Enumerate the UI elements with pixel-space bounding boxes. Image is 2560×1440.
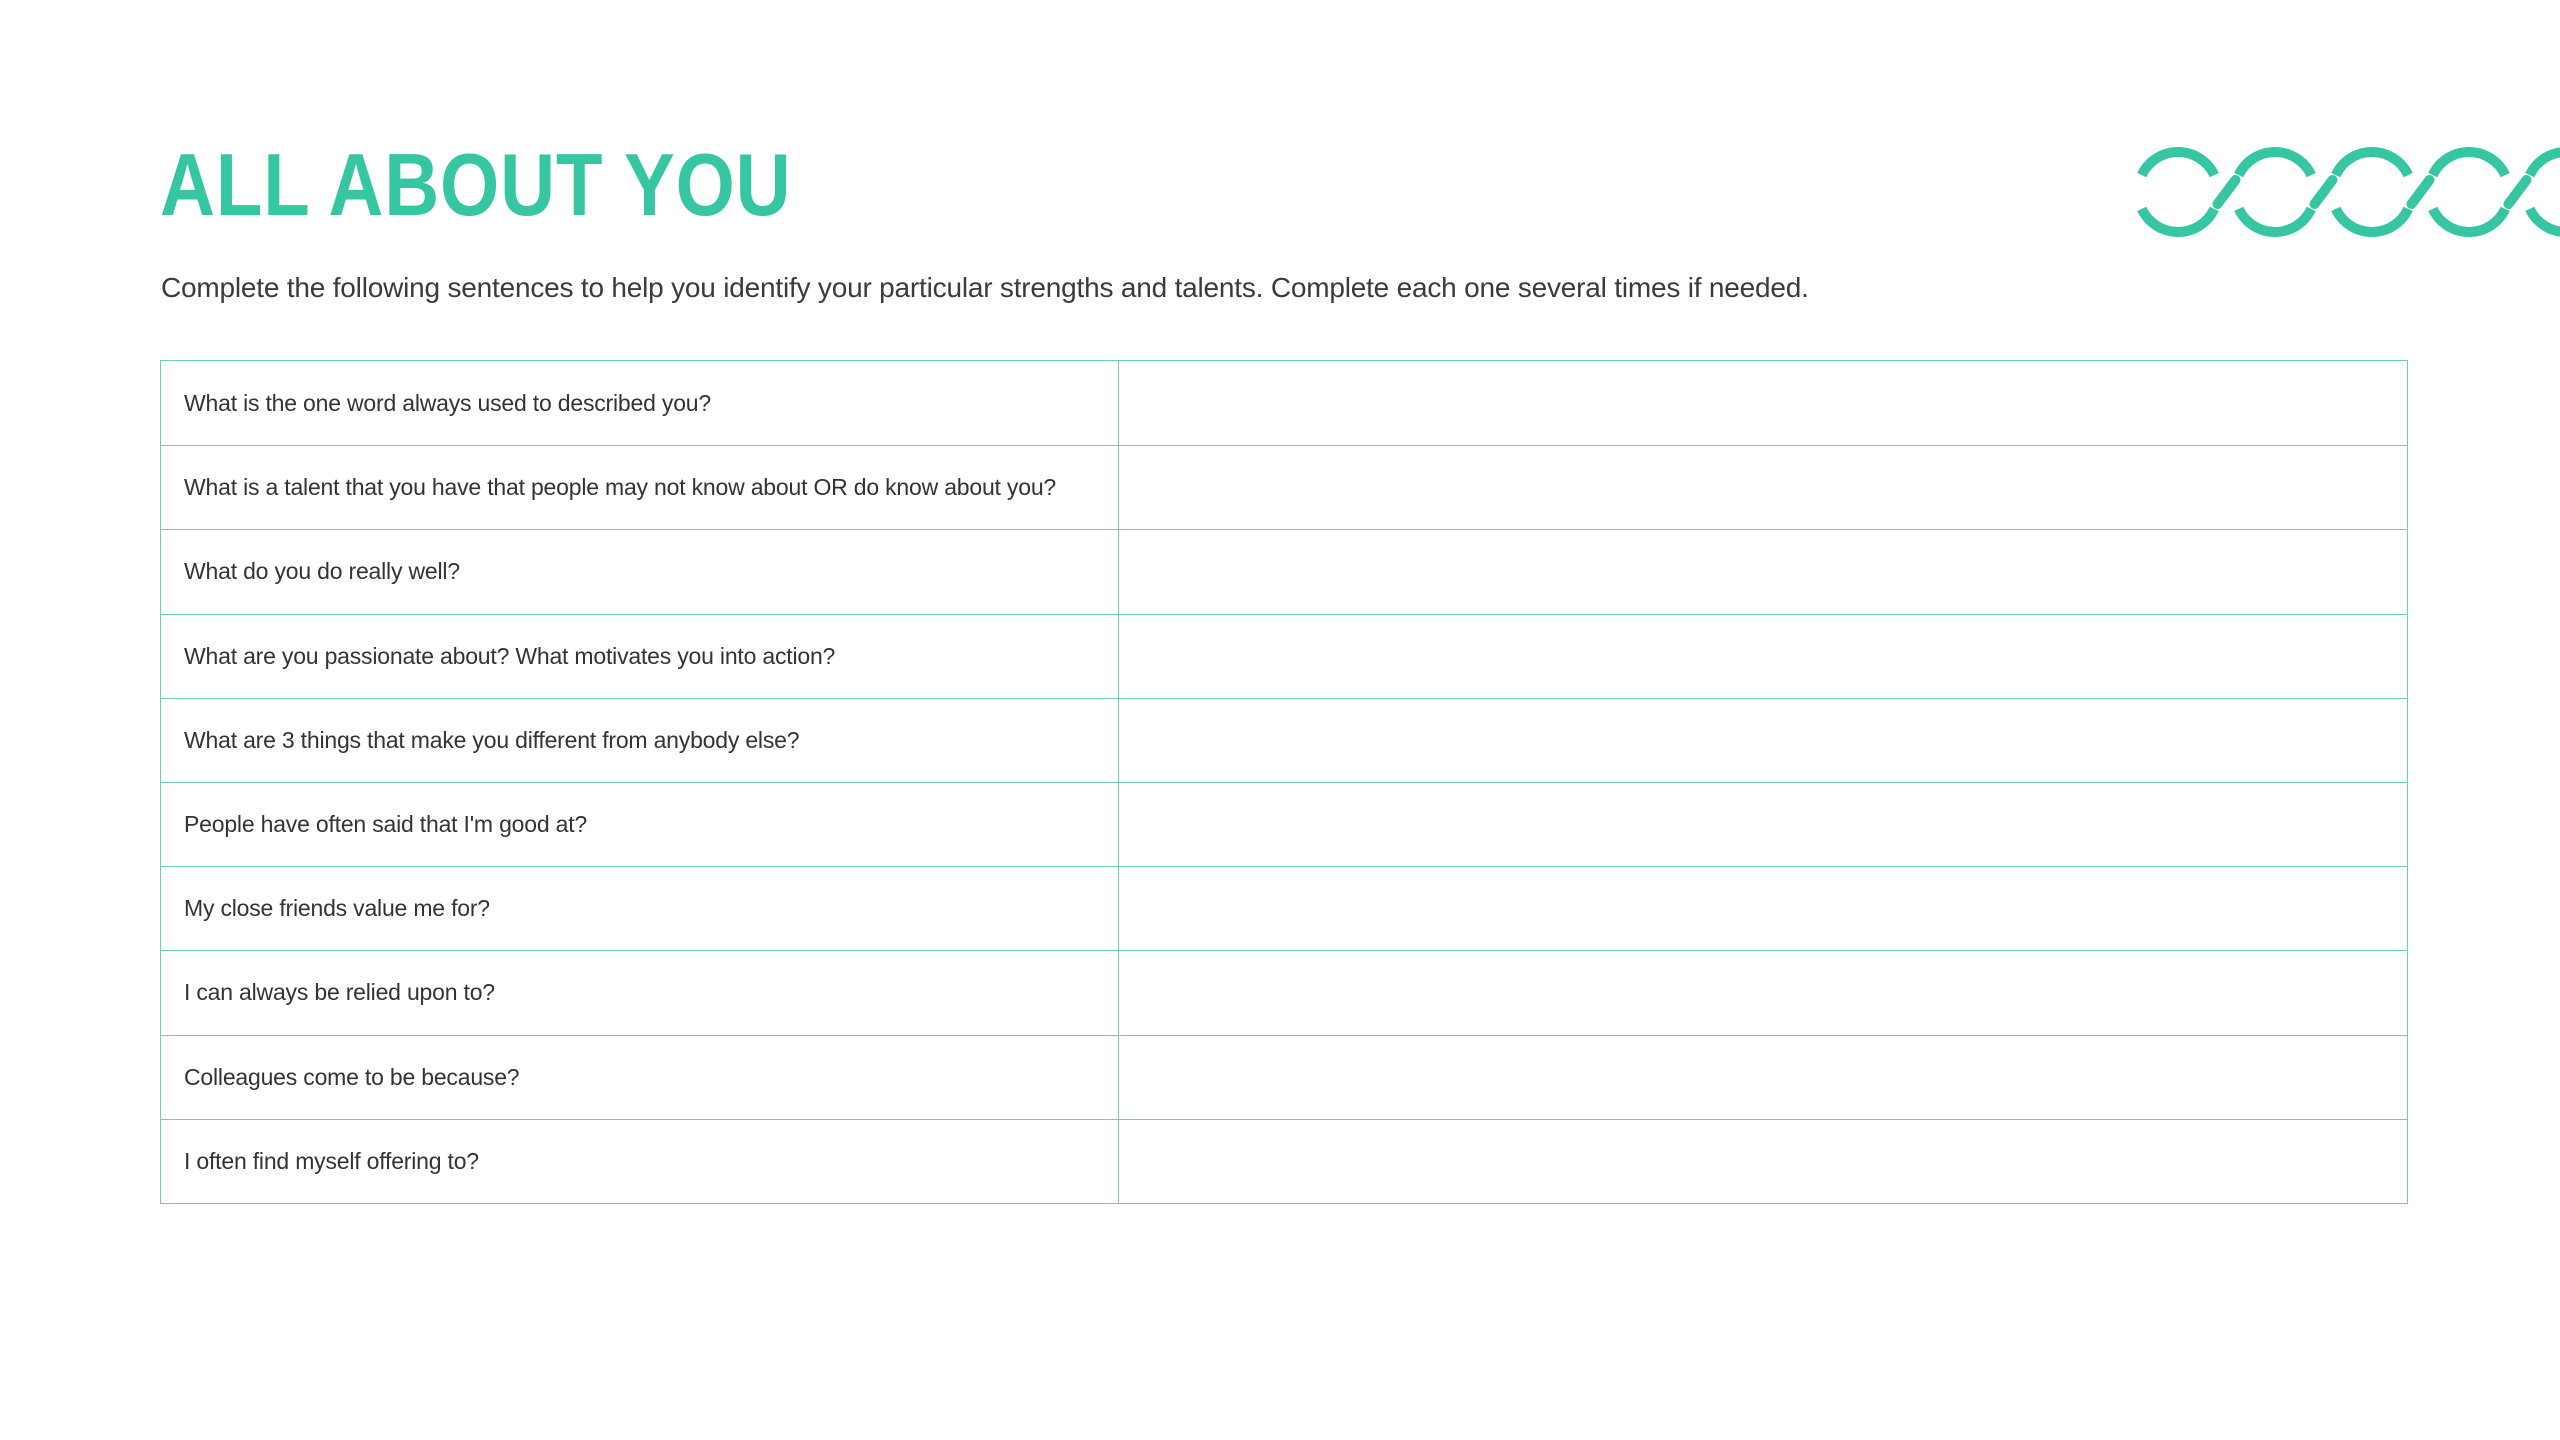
question-cell: My close friends value me for? [161, 867, 1119, 950]
ring-arc [2530, 152, 2560, 175]
question-cell: Colleagues come to be because? [161, 1036, 1119, 1119]
ring-arc [2239, 152, 2311, 175]
answer-cell[interactable] [1119, 1036, 2407, 1119]
answer-cell[interactable] [1119, 867, 2407, 950]
ring-arc [2530, 209, 2560, 232]
answer-cell[interactable] [1119, 530, 2407, 613]
answer-cell[interactable] [1119, 446, 2407, 529]
table-row [161, 698, 2407, 782]
answer-cell[interactable] [1119, 699, 2407, 782]
table-row [161, 361, 2407, 445]
ring-link-dash [2509, 180, 2527, 204]
ring-arc [2239, 209, 2311, 232]
questions-table [160, 360, 2408, 1204]
question-cell: I can always be relied upon to? [161, 951, 1119, 1034]
ring-link-dash [2315, 180, 2333, 204]
ring-arc [2142, 152, 2214, 175]
ring-link-dash [2218, 180, 2236, 204]
answer-cell[interactable] [1119, 361, 2407, 445]
table-row [161, 950, 2407, 1034]
table-row [161, 445, 2407, 529]
chain-rings-icon [2133, 147, 2560, 237]
question-cell: What do you do really well? [161, 530, 1119, 613]
question-cell: What are you passionate about? What motivates you into action? [161, 615, 1119, 698]
question-cell: What is the one word always used to described you? [161, 361, 1119, 445]
table-row [161, 1119, 2407, 1203]
page-subtitle: Complete the following sentences to help you identify your particular strengths and talents. Complete each one several times if needed. [161, 272, 1809, 303]
answer-cell[interactable] [1119, 615, 2407, 698]
ring-arc [2433, 209, 2505, 232]
answer-cell[interactable] [1119, 1120, 2407, 1203]
question-cell: People have often said that I'm good at? [161, 783, 1119, 866]
answer-cell[interactable] [1119, 783, 2407, 866]
page-title: ALL ABOUT YOU [160, 135, 792, 234]
ring-arc [2336, 209, 2408, 232]
table-row [161, 866, 2407, 950]
ring-arc [2336, 152, 2408, 175]
answer-cell[interactable] [1119, 951, 2407, 1034]
table-row [161, 614, 2407, 698]
ring-link-dash [2412, 180, 2430, 204]
question-cell: What are 3 things that make you different from anybody else? [161, 699, 1119, 782]
ring-arc [2142, 209, 2214, 232]
question-cell: I often find myself offering to? [161, 1120, 1119, 1203]
table-row [161, 529, 2407, 613]
question-cell: What is a talent that you have that people may not know about OR do know about you? [161, 446, 1119, 529]
table-row [161, 782, 2407, 866]
table-row [161, 1035, 2407, 1119]
ring-arc [2433, 152, 2505, 175]
